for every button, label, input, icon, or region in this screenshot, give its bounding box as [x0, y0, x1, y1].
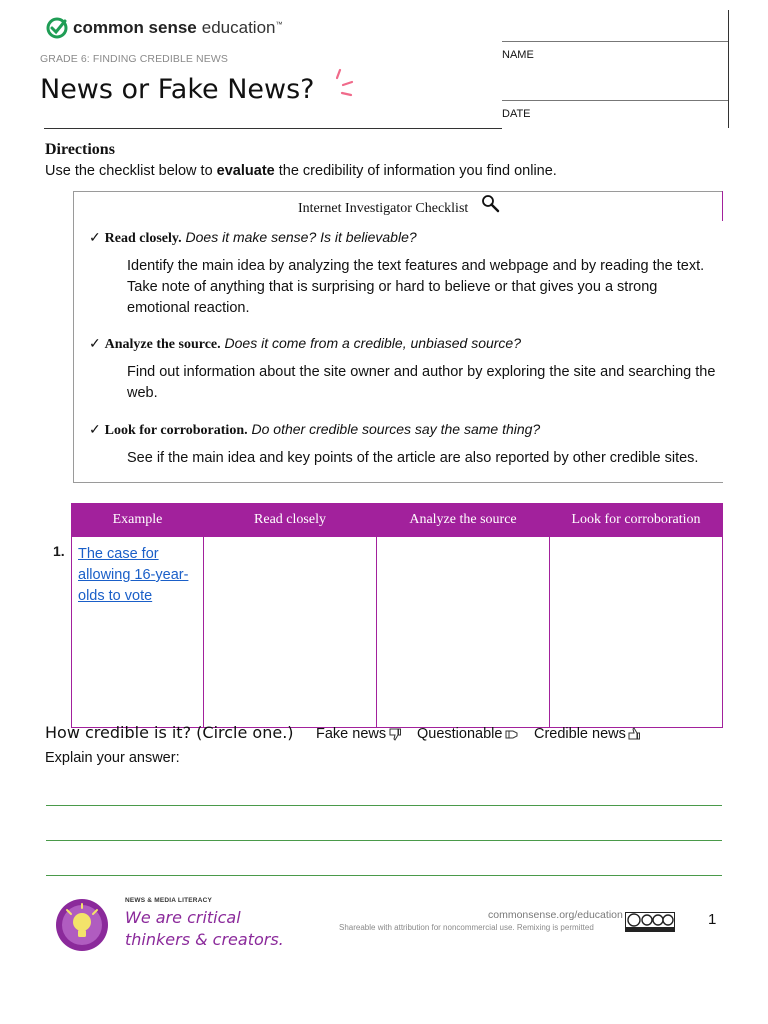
- brand-product: education™: [201, 18, 283, 37]
- checklist-title: Internet Investigator Checklist: [298, 201, 469, 216]
- creative-commons-icon: [625, 912, 675, 932]
- option-questionable[interactable]: Questionable: [417, 726, 519, 742]
- directions-text: Use the checklist below to evaluate the credibility of information you find online.: [45, 163, 557, 179]
- corroboration-cell[interactable]: [550, 537, 723, 728]
- grade-line: GRADE 6: FINDING CREDIBLE NEWS: [40, 53, 228, 65]
- name-rule: [502, 41, 728, 42]
- title-underline: [44, 128, 502, 129]
- col-header-read: Read closely: [204, 504, 377, 537]
- footer-url[interactable]: commonsense.org/education: [488, 909, 623, 921]
- checklist-item-corroboration: ✓ Look for corroboration. Do other credible sources say the same thing?: [89, 421, 541, 438]
- directions-heading: Directions: [45, 141, 115, 158]
- col-header-corroboration: Look for corroboration: [550, 504, 723, 537]
- answer-line-1[interactable]: [46, 805, 722, 806]
- col-header-source: Analyze the source: [377, 504, 550, 537]
- footer-license-text: Shareable with attribution for noncommercial use. Remixing is permitted: [339, 923, 594, 932]
- brand-logo: [46, 16, 283, 40]
- checklist-accent-bar: [722, 191, 723, 221]
- checklist-item-read: ✓ Read closely. Does it make sense? Is it believable?: [89, 229, 417, 246]
- row-number: 1.: [53, 543, 65, 559]
- sparkle-icon: [336, 68, 356, 102]
- header-divider: [728, 10, 729, 128]
- option-fake-news[interactable]: Fake news: [316, 726, 402, 742]
- check-icon: ✓: [89, 229, 101, 245]
- footer-tagline: We are critical thinkers & creators.: [125, 908, 284, 949]
- checklist-item-body: Identify the main idea by analyzing the text features and webpage and by reading the text. Take note of anything that is surprising or hard to believe or that gives you a strong emotional reaction.: [127, 258, 705, 316]
- explain-prompt: Explain your answer:: [45, 750, 180, 766]
- magnifier-icon: [481, 194, 501, 214]
- page-title: News or Fake News?: [40, 74, 315, 105]
- read-closely-cell[interactable]: [204, 537, 377, 728]
- table-header-row: [72, 504, 723, 537]
- check-icon: ✓: [89, 421, 101, 437]
- check-circle-icon: [46, 17, 68, 39]
- thumbs-down-icon: [388, 727, 402, 741]
- col-header-example: Example: [72, 504, 204, 537]
- check-icon: ✓: [89, 335, 101, 351]
- option-credible-news[interactable]: Credible news: [534, 726, 641, 742]
- answer-line-3[interactable]: [46, 875, 722, 876]
- date-rule: [502, 100, 728, 101]
- name-label: NAME: [502, 49, 534, 61]
- evaluation-table: [71, 503, 723, 728]
- footer-kicker: NEWS & MEDIA LITERACY: [125, 897, 213, 904]
- date-label: DATE: [502, 108, 531, 120]
- credibility-question: How credible is it? (Circle one.): [45, 723, 294, 742]
- page-number: 1: [708, 911, 717, 928]
- thumbs-up-icon: [627, 727, 641, 741]
- brand-name: common sense: [73, 18, 197, 37]
- lightbulb-badge-icon: [55, 898, 109, 952]
- checklist-item-body: See if the main idea and key points of the article are also reported by other credible sites.: [127, 450, 699, 466]
- checklist-item-source: ✓ Analyze the source. Does it come from a credible, unbiased source?: [89, 335, 521, 352]
- example-link[interactable]: The case for allowing 16-year-olds to vote: [78, 546, 189, 604]
- answer-line-2[interactable]: [46, 840, 722, 841]
- checklist-item-body: Find out information about the site owner and author by exploring the site and searching the web.: [127, 364, 716, 401]
- example-cell: [72, 537, 204, 728]
- table-row: [72, 537, 723, 728]
- thumb-sideways-icon: [505, 727, 519, 741]
- analyze-source-cell[interactable]: [377, 537, 550, 728]
